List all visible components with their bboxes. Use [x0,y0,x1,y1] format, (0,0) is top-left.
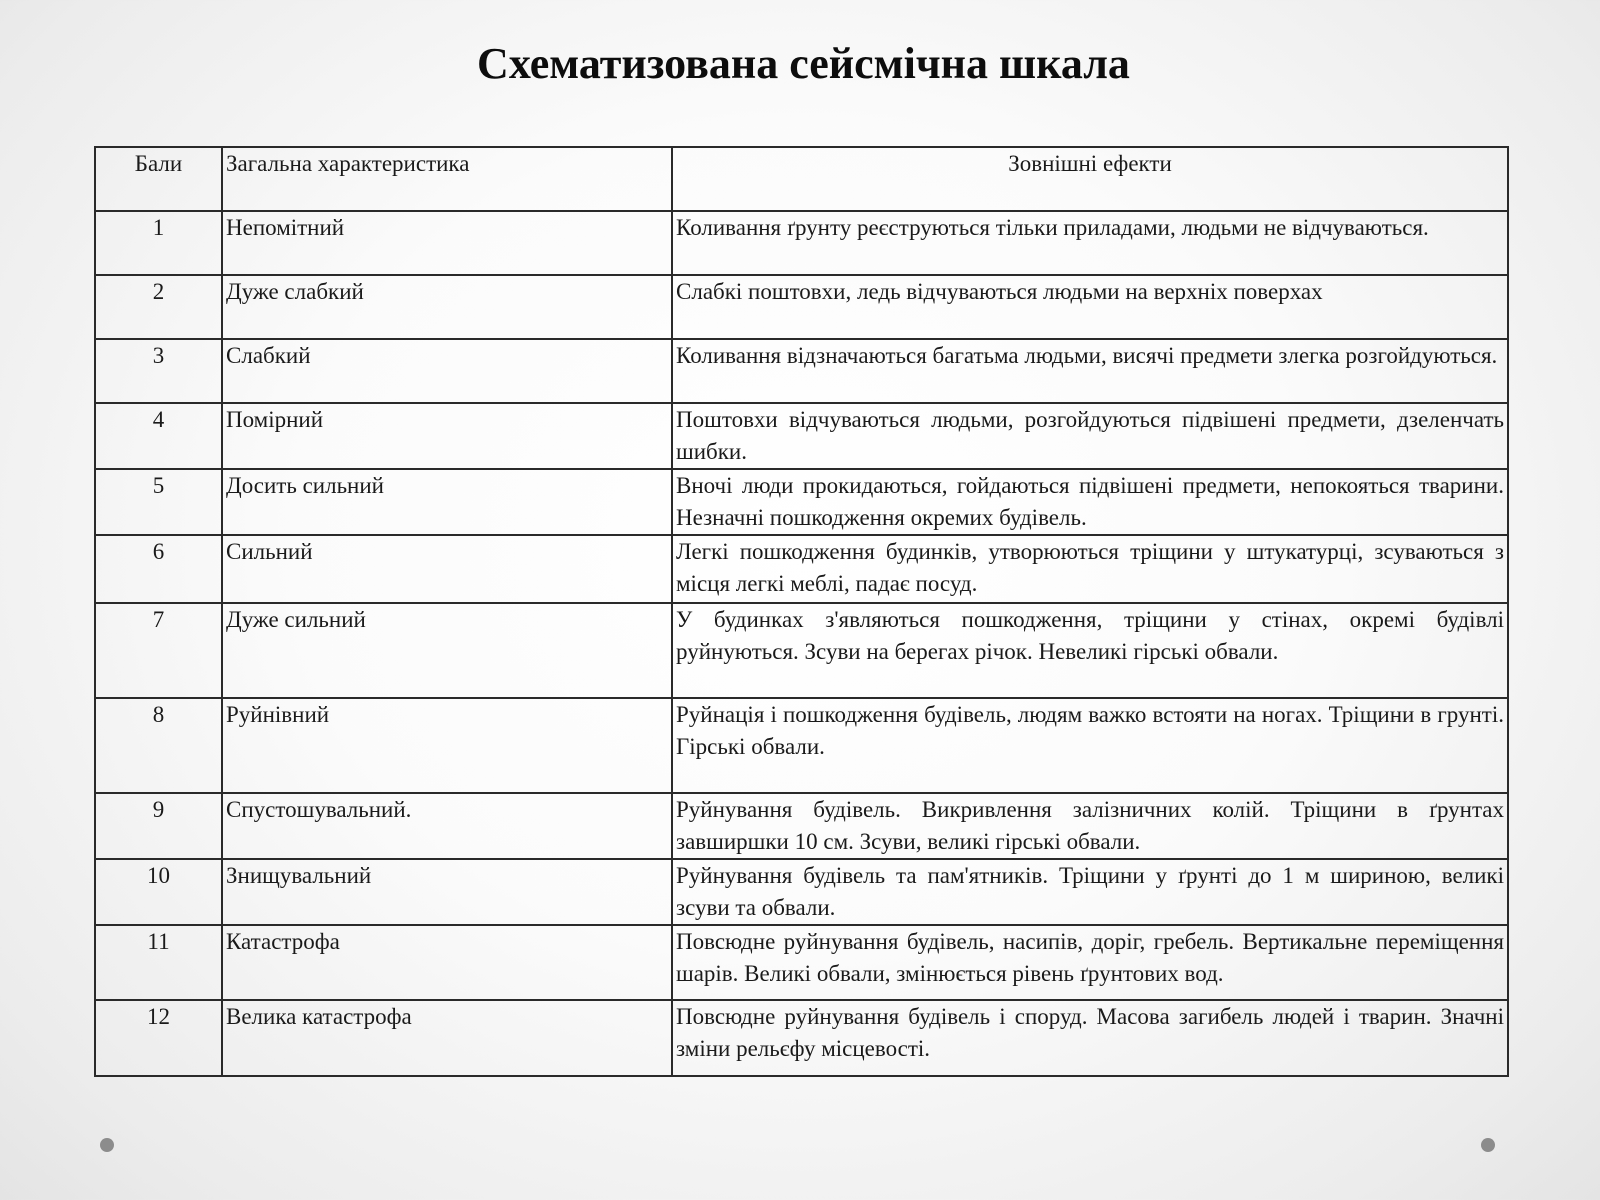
effects-cell: Вночі люди прокидаються, гойдаються підвішені предмети, непокояться тварини. Незначні пошкодження окремих будівель. [672,469,1508,535]
effects-cell: Повсюдне руйнування будівель, насипів, доріг, гребель. Вертикальне переміщення шарів. Великі обвали, змінюється рівень ґрунтових вод. [672,925,1508,1000]
page-title: Схематизована сейсмічна шкала [477,39,1130,88]
score-cell: 1 [95,211,222,275]
effects-cell: Слабкі поштовхи, ледь відчуваються людьми на верхніх поверхах [672,275,1508,339]
effects-cell: Повсюдне руйнування будівель і споруд. Масова загибель людей і тварин. Значні зміни рельєфу місцевості. [672,1000,1508,1076]
score-cell: 4 [95,403,222,469]
score-cell: 9 [95,793,222,859]
right-bullet-dot [1481,1138,1495,1152]
effects-cell: Поштовхи відчуваються людьми, розгойдуються підвішені предмети, дзеленчать шибки. [672,403,1508,469]
characteristic-cell: Помірний [222,403,672,469]
table-row [95,535,1508,603]
characteristic-cell: Слабкий [222,339,672,403]
score-cell: 10 [95,859,222,925]
score-cell: 12 [95,1000,222,1076]
table-row [95,859,1508,925]
effects-cell: Руйнування будівель та пам'ятників. Тріщини у ґрунті до 1 м шириною, великі зсуви та обвали. [672,859,1508,925]
table-row [95,339,1508,403]
effects-cell: Руйнація і пошкодження будівель, людям важко встояти на ногах. Тріщини в грунті. Гірські обвали. [672,698,1508,793]
table-header-row [95,147,1508,211]
table-row [95,211,1508,275]
table-row [95,793,1508,859]
score-cell: 8 [95,698,222,793]
characteristic-cell: Велика катастрофа [222,1000,672,1076]
characteristic-cell: Дуже сильний [222,603,672,698]
characteristic-cell: Досить сильний [222,469,672,535]
characteristic-cell: Катастрофа [222,925,672,1000]
seismic-scale-table [94,146,1509,1077]
score-cell: 2 [95,275,222,339]
seismic-scale-table-container [94,146,1507,1077]
characteristic-cell: Дуже слабкий [222,275,672,339]
table-row [95,469,1508,535]
table-row [95,603,1508,698]
characteristic-cell: Знищувальний [222,859,672,925]
table-row [95,403,1508,469]
table-row [95,698,1508,793]
column-header-score: Бали [95,147,222,211]
left-bullet-dot [100,1138,114,1152]
effects-cell: У будинках з'являються пошкодження, тріщини у стінах, окремі будівлі руйнуються. Зсуви на берегах річок. Невеликі гірські обвали. [672,603,1508,698]
column-header-characteristic: Загальна характеристика [222,147,672,211]
column-header-effects: Зовнішні ефекти [672,147,1508,211]
characteristic-cell: Руйнівний [222,698,672,793]
effects-cell: Руйнування будівель. Викривлення залізничних колій. Тріщини в ґрунтах завширшки 10 см. Зсуви, великі гірські обвали. [672,793,1508,859]
characteristic-cell: Непомітний [222,211,672,275]
table-row [95,275,1508,339]
table-row [95,925,1508,1000]
characteristic-cell: Сильний [222,535,672,603]
score-cell: 11 [95,925,222,1000]
score-cell: 6 [95,535,222,603]
effects-cell: Коливання відзначаються багатьма людьми, висячі предмети злегка розгойдуються. [672,339,1508,403]
effects-cell: Легкі пошкодження будинків, утворюються тріщини у штукатурці, зсуваються з місця легкі меблі, падає посуд. [672,535,1508,603]
score-cell: 7 [95,603,222,698]
score-cell: 3 [95,339,222,403]
score-cell: 5 [95,469,222,535]
effects-cell: Коливання ґрунту реєструються тільки приладами, людьми не відчуваються. [672,211,1508,275]
characteristic-cell: Спустошувальний. [222,793,672,859]
table-row [95,1000,1508,1076]
